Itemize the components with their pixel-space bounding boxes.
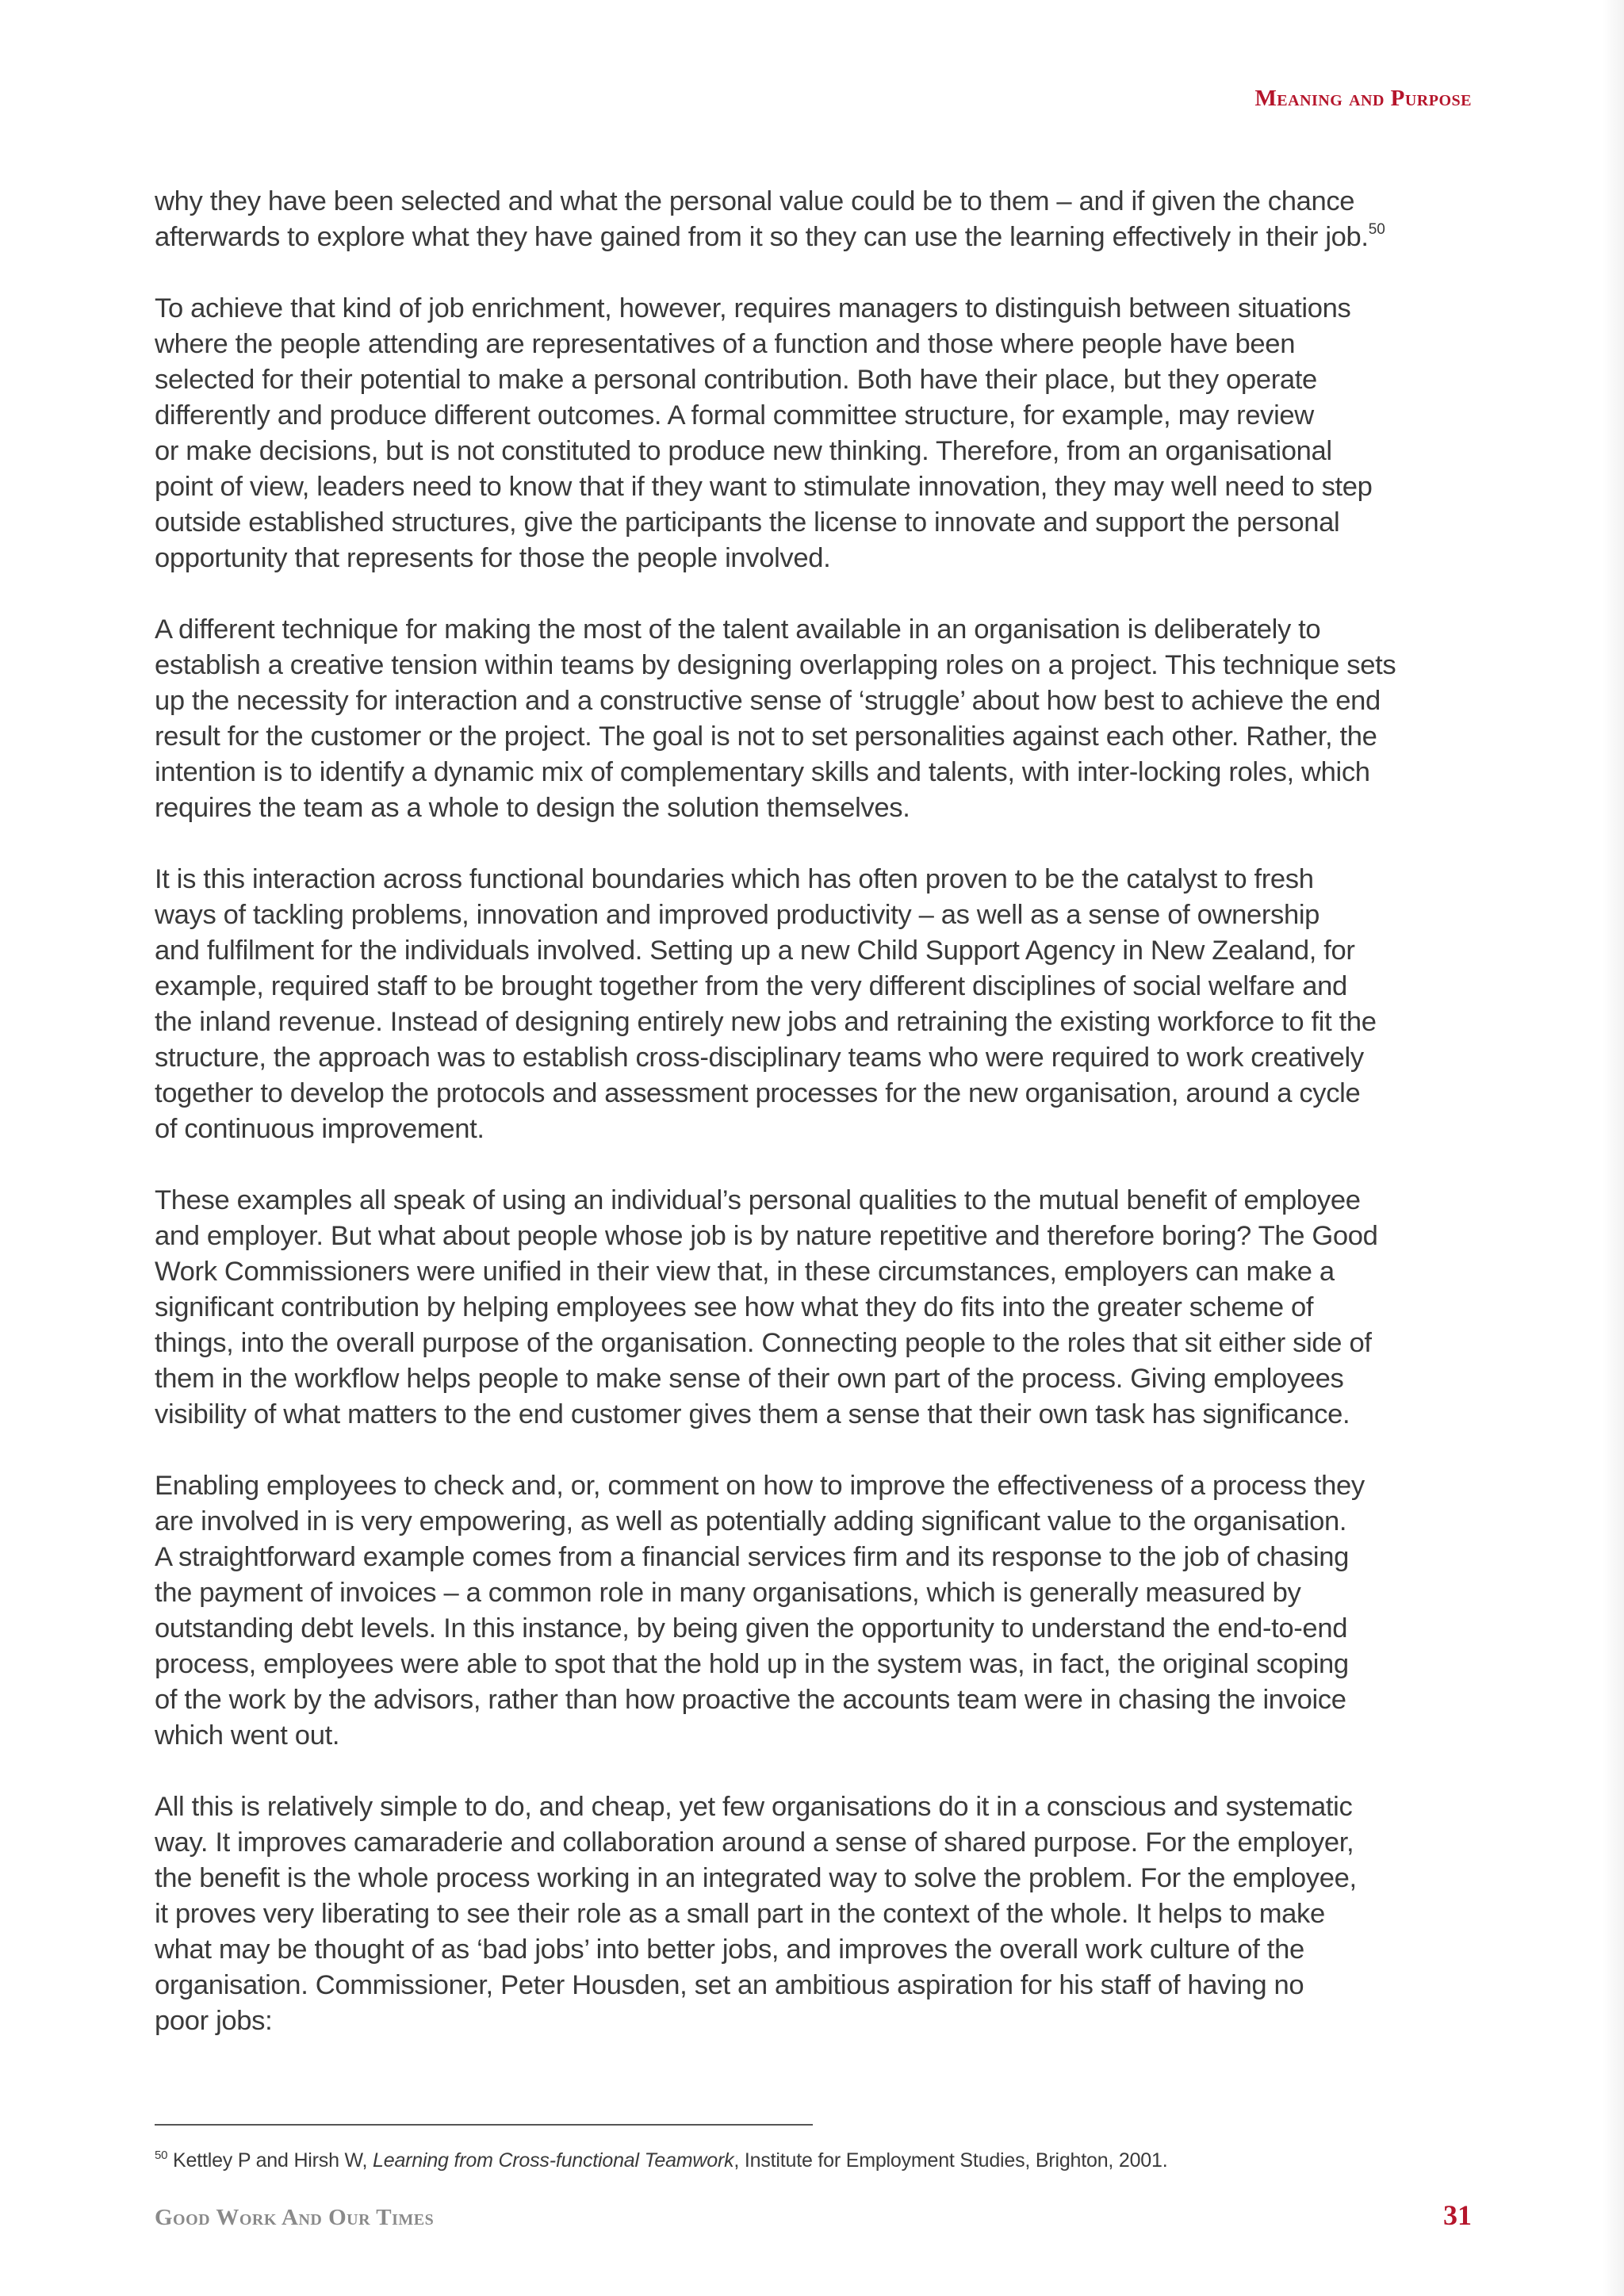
paragraph-3: A different technique for making the most of the talent available in an organisation is deliberately to establish a creative tension within teams by designing overlapping roles on a project. This technique sets up the necessity for interaction and a constructive sense of ‘struggle’ about how best to achieve the end result for the customer or the project. The goal is not to set personalities against each other. Rather, the intention is to identify a dynamic mix of complementary skills and talents, with inter-locking roles, which requires the team as a whole to design the solution themselves. [155,614,1396,823]
paragraph-1 [155,184,1479,255]
footnote-number: 50 [155,2149,168,2162]
paragraph-2: To achieve that kind of job enrichment, however, requires managers to distinguish between situations where the people attending are representatives of a function and those where people have been selected for their potential to make a personal contribution. Both have their place, but they operate differently and produce different outcomes. A formal committee structure, for example, may review or make decisions, but is not constituted to produce new thinking. Therefore, from an organisational point of view, leaders need to know that if they want to stimulate innovation, they may well need to step outside established structures, give the participants the license to innovate and support the personal opportunity that represents for those the people involved. [155,293,1373,573]
paragraph-5: These examples all speak of using an individual’s personal qualities to the mutual benefit of employee and employer. But what about people whose job is by nature repetitive and therefore boring? The Good Work Commissioners were unified in their view that, in these circumstances, employers can make a significant contribution by helping employees see how what they do fits into the greater scheme of things, into the overall purpose of the organisation. Connecting people to the roles that sit either side of them in the workflow helps people to make sense of their own part of the process. Giving employees visibility of what matters to the end customer gives them a sense that their own task has significance. [155,1185,1378,1429]
footnote-title: Learning from Cross-functional Teamwork [373,2149,734,2172]
paragraph-1-text: why they have been selected and what the personal value could be to them – and if given the chance afterwards to explore what they have gained from it so they can use the learning effectively in their job. [155,186,1369,252]
running-header: Meaning and Purpose [1254,86,1472,111]
footnote-divider [155,2124,813,2126]
page-edge-shadow [1602,0,1624,2296]
footnote-reference[interactable]: 50 [1368,221,1385,238]
footnote [155,2148,1479,2173]
page-number: 31 [1443,2199,1472,2231]
running-footer: Good Work And Our Times [155,2205,435,2230]
paragraph-4: It is this interaction across functional boundaries which has often proven to be the catalyst to fresh ways of tackling problems, innovation and improved productivity – as well as a sense of ownership and fulfilment for the individuals involved. Setting up a new Child Support Agency in New Zealand, for example, required staff to be brought together from the very different disciplines of social welfare and the inland revenue. Instead of designing entirely new jobs and retraining the existing workforce to fit the structure, the approach was to establish cross-disciplinary teams who were required to work creatively together to develop the protocols and assessment processes for the new organisation, around a cycle of continuous improvement. [155,864,1377,1144]
footnote-publisher: , Institute for Employment Studies, Brighton, 2001. [733,2149,1168,2172]
paragraph-7: All this is relatively simple to do, and cheap, yet few organisations do it in a conscious and systematic way. It improves camaraderie and collaboration around a sense of shared purpose. For the employer, the benefit is the whole process working in an integrated way to solve the problem. For the employee, it proves very liberating to see their role as a small part in the context of the whole. It helps to make what may be thought of as ‘bad jobs’ into better jobs, and improves the overall work culture of the organisation. Commissioner, Peter Housden, set an ambitious aspiration for his staff of having no poor jobs: [155,1792,1357,2036]
paragraph-6: Enabling employees to check and, or, comment on how to improve the effectiveness of a process they are involved in is very empowering, as well as potentially adding significant value to the organisation. A straightforward example comes from a financial services firm and its response to the job of chasing the payment of invoices – a common role in many organisations, which is generally measured by outstanding debt levels. In this instance, by being given the opportunity to understand the end-to-end process, employees were able to spot that the hold up in the system was, in fact, the original scoping of the work by the advisors, rather than how proactive the accounts team were in chasing the invoice which went out. [155,1471,1365,1751]
footnote-authors: Kettley P and Hirsh W, [173,2149,373,2172]
body-text [155,184,1479,2075]
